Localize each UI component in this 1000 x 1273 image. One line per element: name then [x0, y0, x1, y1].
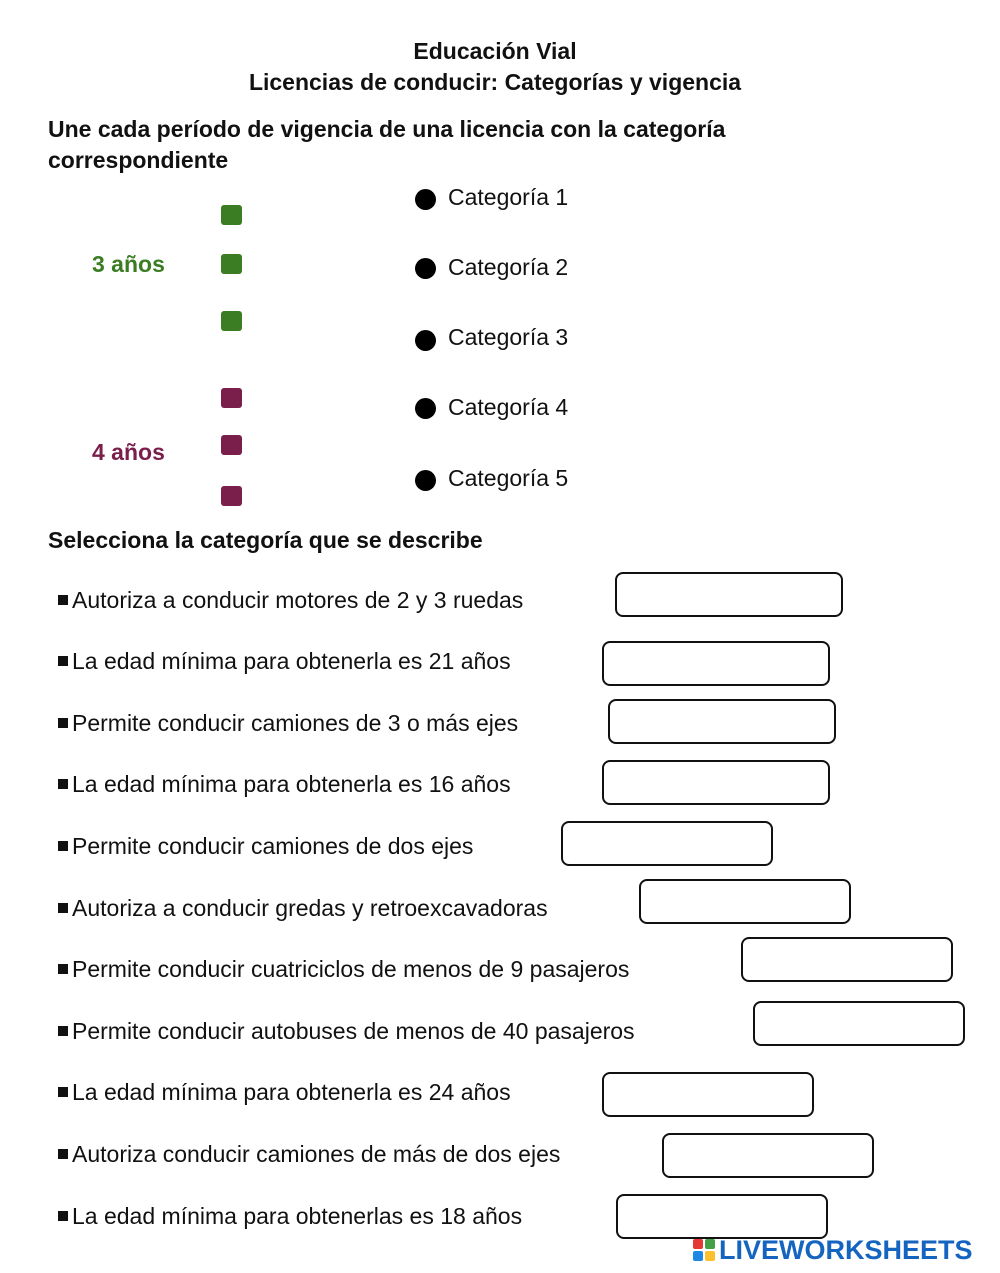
match-target-categoria-2[interactable] — [415, 258, 436, 279]
liveworksheets-logo-icon — [693, 1239, 715, 1261]
answer-field-2[interactable] — [602, 641, 830, 686]
select-instruction: Selecciona la categoría que se describe — [48, 527, 483, 553]
answer-field-10[interactable] — [662, 1133, 874, 1178]
question-item-10 — [58, 1140, 560, 1168]
question-item-7 — [58, 955, 629, 983]
bullet-icon — [58, 1149, 68, 1159]
question-text: La edad mínima para obtenerla es 24 años — [72, 1079, 511, 1105]
question-item-1 — [58, 586, 523, 614]
question-text: Permite conducir camiones de dos ejes — [72, 833, 474, 859]
bullet-icon — [58, 841, 68, 851]
match-handle-4-anos-3[interactable] — [221, 486, 242, 506]
bullet-icon — [58, 903, 68, 913]
categoria-1-label: Categoría 1 — [448, 184, 569, 210]
bullet-icon — [58, 1211, 68, 1221]
question-item-6 — [58, 894, 548, 922]
question-item-4 — [58, 770, 511, 798]
match-target-categoria-1[interactable] — [415, 189, 436, 210]
match-target-categoria-4[interactable] — [415, 398, 436, 419]
question-item-5 — [58, 832, 473, 860]
question-item-8 — [58, 1017, 635, 1045]
categoria-4-label: Categoría 4 — [448, 394, 569, 420]
categoria-5-label: Categoría 5 — [448, 465, 569, 491]
answer-field-11[interactable] — [616, 1194, 828, 1239]
period-label-4-anos: 4 años — [92, 439, 165, 465]
question-text: Autoriza a conducir gredas y retroexcavadoras — [72, 895, 548, 921]
worksheet-title: Educación Vial — [413, 38, 577, 64]
answer-field-5[interactable] — [561, 821, 773, 866]
match-instruction: Une cada período de vigencia de una licencia con la categoría — [48, 116, 726, 142]
match-instruction-cont: correspondiente — [48, 147, 229, 173]
answer-field-9[interactable] — [602, 1072, 814, 1117]
bullet-icon — [58, 595, 68, 605]
match-handle-3-anos-3[interactable] — [221, 311, 242, 331]
bullet-icon — [58, 1026, 68, 1036]
bullet-icon — [58, 964, 68, 974]
question-text: Autoriza conducir camiones de más de dos ejes — [72, 1141, 561, 1167]
match-handle-4-anos-1[interactable] — [221, 388, 242, 408]
match-target-categoria-3[interactable] — [415, 330, 436, 351]
worksheet-subtitle: Licencias de conducir: Categorías y vigencia — [248, 69, 742, 95]
bullet-icon — [58, 718, 68, 728]
question-item-3 — [58, 709, 518, 737]
bullet-icon — [58, 779, 68, 789]
liveworksheets-logo — [693, 1236, 973, 1264]
question-text: La edad mínima para obtenerla es 16 años — [72, 771, 511, 797]
match-target-categoria-5[interactable] — [415, 470, 436, 491]
question-text: Permite conducir cuatriciclos de menos de 9 pasajeros — [72, 956, 630, 982]
question-item-2 — [58, 647, 511, 675]
answer-field-4[interactable] — [602, 760, 830, 805]
match-handle-3-anos-2[interactable] — [221, 254, 242, 274]
question-text: Permite conducir camiones de 3 o más ejes — [72, 710, 519, 736]
period-label-3-anos: 3 años — [92, 251, 165, 277]
question-text: Permite conducir autobuses de menos de 40 pasajeros — [72, 1018, 635, 1044]
answer-field-1[interactable] — [615, 572, 843, 617]
question-text: Autoriza a conducir motores de 2 y 3 ruedas — [72, 587, 524, 613]
answer-field-7[interactable] — [741, 937, 953, 982]
question-text: La edad mínima para obtenerla es 21 años — [72, 648, 511, 674]
match-handle-4-anos-2[interactable] — [221, 435, 242, 455]
logo-text: LIVEWORKSHEETS — [719, 1235, 973, 1265]
question-item-9 — [58, 1078, 511, 1106]
categoria-3-label: Categoría 3 — [448, 324, 569, 350]
answer-field-6[interactable] — [639, 879, 851, 924]
categoria-2-label: Categoría 2 — [448, 254, 569, 280]
bullet-icon — [58, 1087, 68, 1097]
match-handle-3-anos-1[interactable] — [221, 205, 242, 225]
answer-field-3[interactable] — [608, 699, 836, 744]
question-text: La edad mínima para obtenerlas es 18 años — [72, 1203, 523, 1229]
answer-field-8[interactable] — [753, 1001, 965, 1046]
bullet-icon — [58, 656, 68, 666]
question-item-11 — [58, 1202, 522, 1230]
